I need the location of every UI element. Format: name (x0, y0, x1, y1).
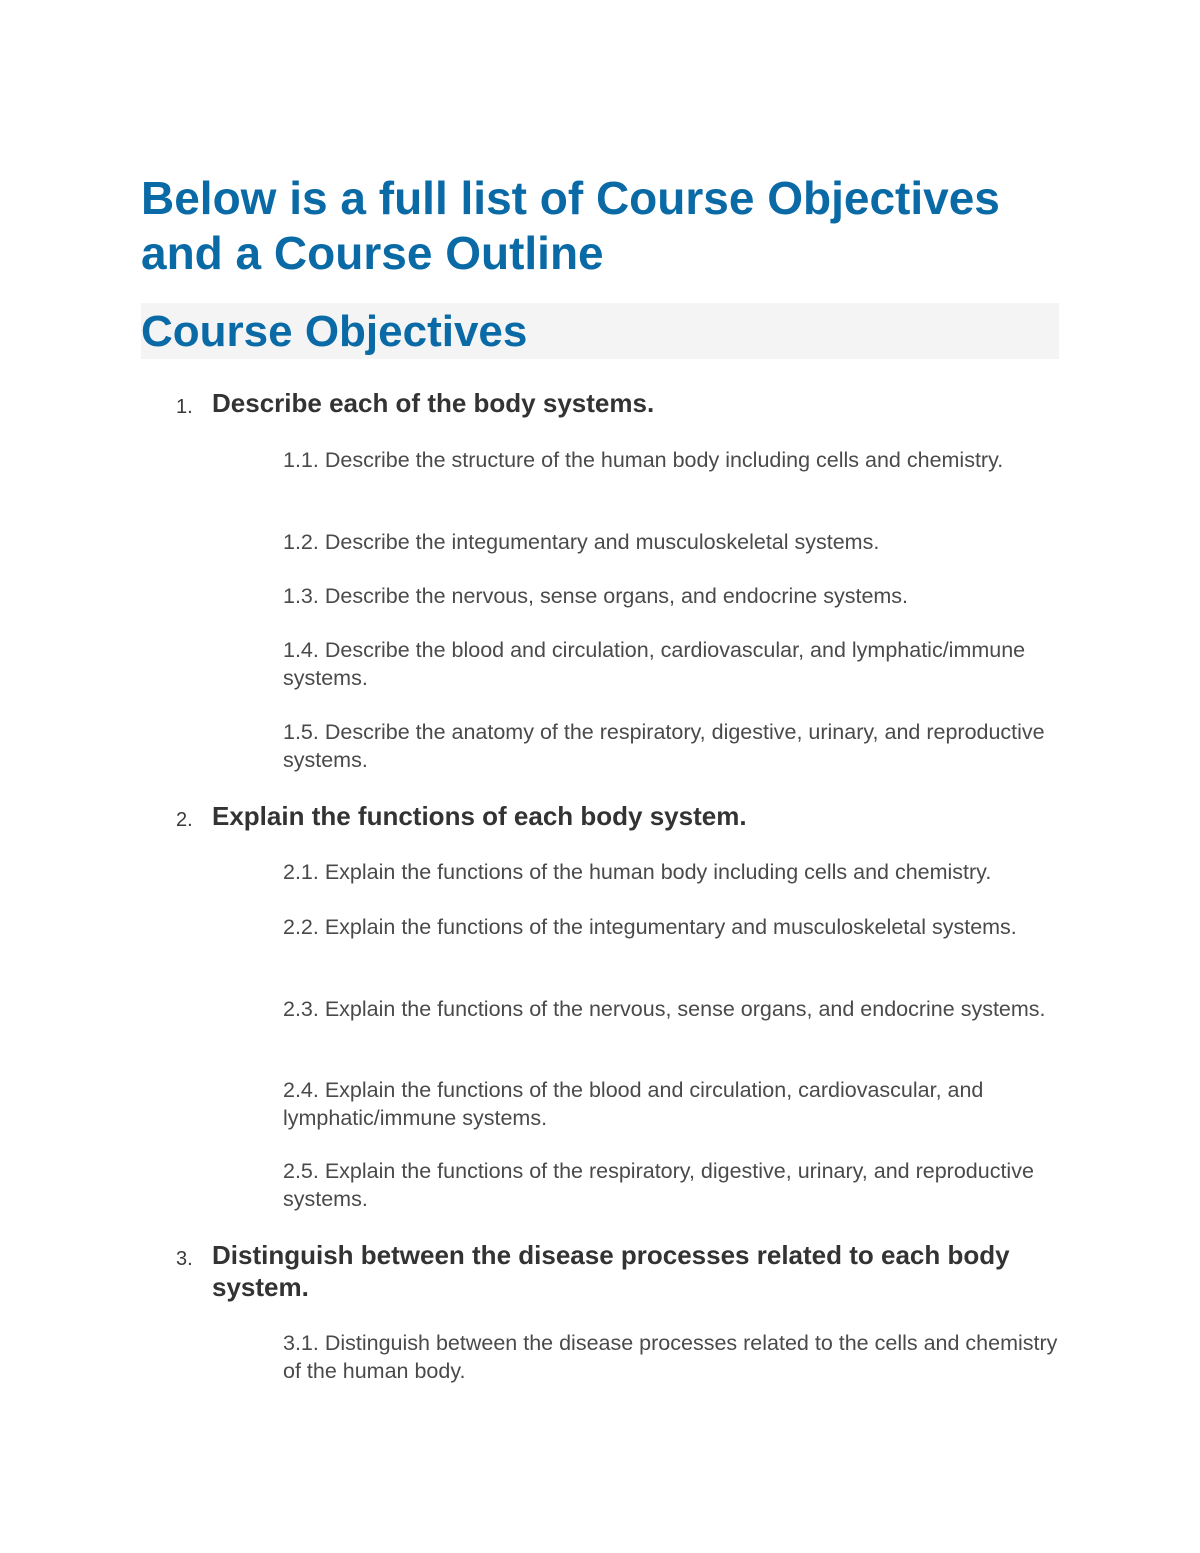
objective-number: 2. (176, 809, 193, 831)
section-heading: Course Objectives (141, 307, 528, 356)
sub-objective: 1.1. Describe the structure of the human body including cells and chemistry. (283, 448, 1004, 472)
page-title: Below is a full list of Course Objectives and a Course Outline (141, 172, 1000, 279)
objective-text: Distinguish between the disease processes related to each body system. (212, 1240, 1010, 1302)
sub-objective: 1.3. Describe the nervous, sense organs, and endocrine systems. (283, 584, 909, 608)
sub-objective: 2.3. Explain the functions of the nervous, sense organs, and endocrine systems. (283, 997, 1046, 1021)
objective-number: 1. (176, 396, 193, 418)
sub-objective: 2.1. Explain the functions of the human body including cells and chemistry. (283, 860, 992, 884)
objective-number: 3. (176, 1248, 193, 1270)
sub-objective: 2.4. Explain the functions of the blood and circulation, cardiovascular, and lymphatic/immune systems. (283, 1078, 984, 1130)
objective-text: Explain the functions of each body system. (212, 801, 747, 831)
objective-text: Describe each of the body systems. (212, 388, 655, 418)
sub-objective: 3.1. Distinguish between the disease processes related to the cells and chemistry of the human body. (283, 1331, 1058, 1383)
sub-objective: 2.5. Explain the functions of the respiratory, digestive, urinary, and reproductive systems. (283, 1159, 1034, 1211)
sub-objective: 2.2. Explain the functions of the integumentary and musculoskeletal systems. (283, 915, 1017, 939)
sub-objective: 1.4. Describe the blood and circulation, cardiovascular, and lymphatic/immune systems. (283, 638, 1026, 690)
sub-objective: 1.5. Describe the anatomy of the respiratory, digestive, urinary, and reproductive systems. (283, 720, 1045, 772)
sub-objective: 1.2. Describe the integumentary and musculoskeletal systems. (283, 530, 880, 554)
